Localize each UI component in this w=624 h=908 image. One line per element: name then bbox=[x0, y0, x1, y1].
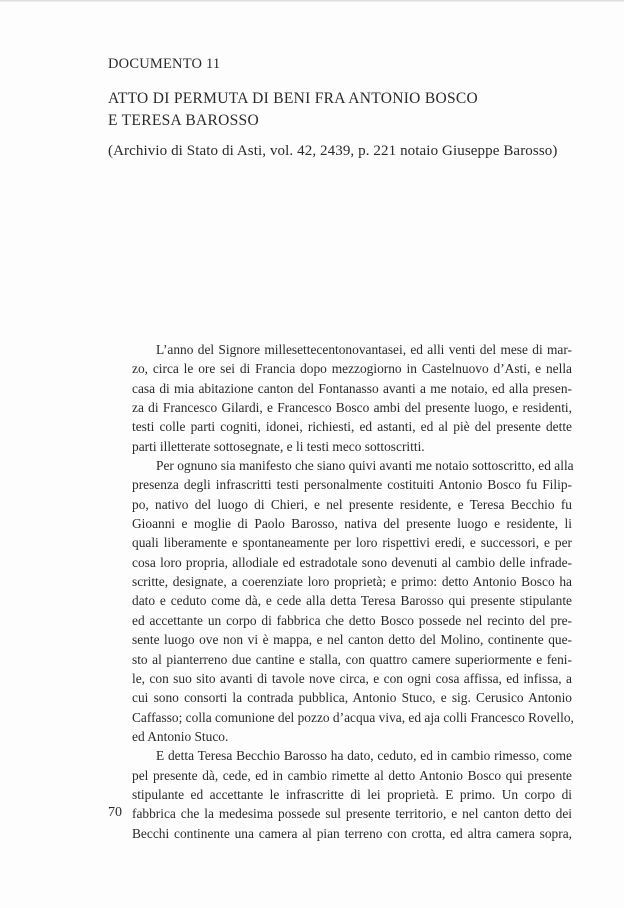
text-line: ed accettante un corpo di fabbrica che detto Bosco possede nel recinto del pre- bbox=[132, 612, 572, 628]
text-line: E detta Teresa Becchio Barosso ha dato, ceduto, ed in cambio rimesso, come bbox=[156, 748, 572, 764]
text-line: dato e ceduto come dà, e cede alla detta Teresa Barosso qui presente stipulante bbox=[132, 593, 572, 609]
document-body bbox=[108, 340, 572, 843]
text-line: scritte, designate, a coerenziate loro proprietà; e primo: detto Antonio Bosco ha bbox=[132, 574, 572, 590]
text-line: testi colle parti cogniti, idonei, richiesti, ed astanti, ed al piè del presente dette bbox=[132, 419, 572, 435]
text-line: casa di mia abitazione canton del Fontanasso avanti a me notaio, ed alla presen- bbox=[132, 380, 572, 396]
paragraph bbox=[108, 456, 572, 746]
text-line: Caffasso; colla comunione del pozzo d’acqua viva, ed aja colli Francesco Rovello, bbox=[132, 709, 574, 725]
text-line: zo, circa le ore sei di Francia dopo mezzogiorno in Castelnuovo d’Asti, e nella bbox=[132, 361, 572, 377]
document-label: DOCUMENTO 11 bbox=[108, 56, 221, 72]
text-line: stipulante ed accettante le infrascritte di lei proprietà. E primo. Un corpo di bbox=[132, 786, 572, 802]
text-line: pel presente dà, cede, ed in cambio rimette al detto Antonio Bosco qui presente bbox=[132, 767, 572, 783]
text-line: sto al pianterreno due cantine e stalla, con quattro camere superiormente e feni- bbox=[132, 651, 572, 667]
text-line: presenza degli infrascritti testi personalmente costituiti Antonio Bosco fu Filip- bbox=[132, 477, 572, 493]
text-line: Per ognuno sia manifesto che siano quivi avanti me notaio sottoscritto, ed alla bbox=[156, 458, 574, 474]
text-line: cui sono consorti la contrada pubblica, Antonio Stuco, e sig. Cerusico Antonio bbox=[132, 690, 572, 706]
text-line: cosa loro propria, allodiale ed estradotale sono devenuti al cambio delle infrade- bbox=[132, 554, 572, 570]
text-line: po, nativo del luogo di Chieri, e nel presente residente, e Teresa Becchio fu bbox=[132, 496, 572, 512]
text-line: parti illetterate sottosegnate, e li testi meco sottoscritti. bbox=[132, 438, 425, 454]
paragraph bbox=[108, 746, 572, 843]
paragraph bbox=[108, 340, 572, 456]
text-line: Gioanni e moglie di Paolo Barosso, nativa del presente luogo e residente, li bbox=[132, 516, 572, 532]
page-edge bbox=[0, 0, 624, 2]
text-line: sente luogo ove non vi è mappa, e nel canton detto del Molino, continente que- bbox=[132, 632, 572, 648]
document-title bbox=[108, 88, 478, 132]
page-number: 70 bbox=[108, 805, 122, 820]
text-line: za di Francesco Gilardi, e Francesco Bosco ambi del presente luogo, e residenti, bbox=[132, 400, 572, 416]
title-line: ATTO DI PERMUTA DI BENI FRA ANTONIO BOSCO bbox=[108, 90, 479, 107]
text-line: Becchi continente una camera al pian terreno con crotta, ed altra camera sopra, bbox=[132, 825, 572, 841]
text-line: fabbrica che la medesima possede sul presente territorio, e nel canton detto dei bbox=[132, 806, 572, 822]
archive-citation: (Archivio di Stato di Asti, vol. 42, 2439, p. 221 notaio Giuseppe Barosso) bbox=[108, 143, 558, 159]
title-line: E TERESA BAROSSO bbox=[108, 112, 259, 129]
text-line: quali liberamente e spontaneamente per loro rispettivi eredi, e successori, e per bbox=[132, 535, 572, 551]
text-line: L’anno del Signore millesettecentonovantasei, ed alli venti del mese di mar- bbox=[156, 342, 572, 357]
text-line: ed Antonio Stuco. bbox=[132, 728, 229, 744]
text-line: le, con suo sito avanti di tavole nove circa, e con ogni cosa affissa, ed infissa, a bbox=[132, 670, 572, 686]
